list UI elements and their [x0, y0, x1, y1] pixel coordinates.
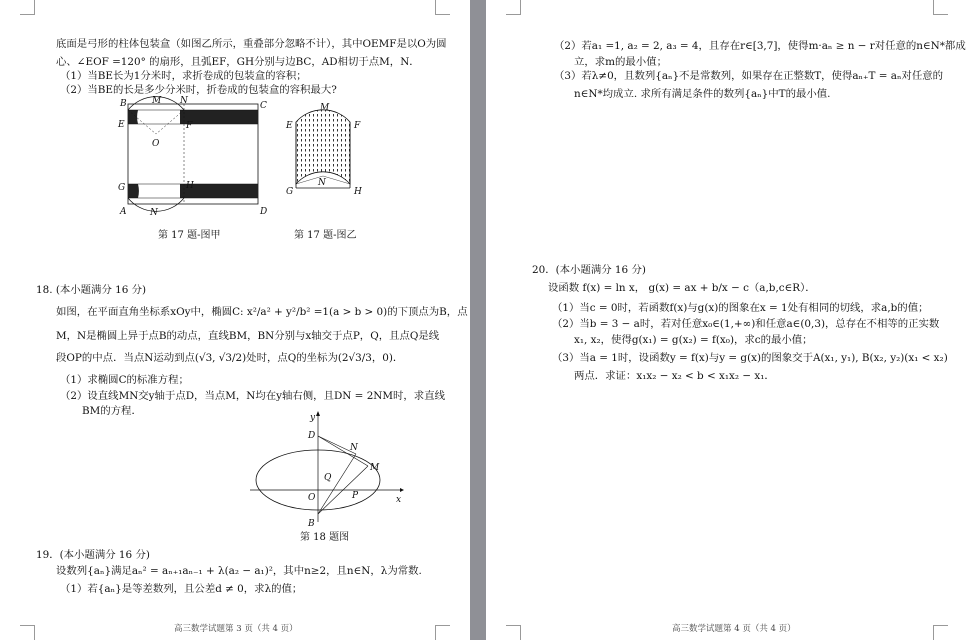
problem18-text-line2: M，N是椭圆上异于点B的动点，直线BM，BN分别与x轴交于点P，Q，且点Q是线 — [56, 330, 440, 342]
figure18-caption: 第 18 题图 — [300, 532, 350, 543]
label-F: F — [186, 121, 193, 131]
problem18-text-line3: 段OP的中点．当点N运动到点(√3, √3/2)处时，点Q的坐标为(2√3/3，0)． — [56, 352, 404, 364]
problem20-question3: （3）当a = 1时，设函数y = f(x)与y = g(x)的图象交于A(x₁, y₁), B(x₂, y₂)(x₁ < x₂) — [552, 352, 948, 364]
exam-page-3 — [0, 0, 470, 640]
axis-label-x: x — [396, 495, 402, 505]
label-N: N — [318, 178, 326, 188]
label-M: M — [320, 103, 330, 113]
problem20-heading: 20．(本小题满分 16 分) — [532, 264, 646, 276]
problem19-heading: 19．(本小题满分 16 分) — [36, 549, 150, 561]
problem20-question2-cont: x₁, x₂，使得g(x₁) = g(x₂) = f(x₀)，求c的最小值； — [574, 334, 813, 346]
crop-mark — [435, 0, 450, 15]
figure17-jia — [112, 94, 272, 218]
label-E: E — [286, 121, 293, 131]
problem19-question3: （3）若λ≠0，且数列{aₙ}不是常数列，如果存在正整数T，使得aₙ₊T = aₙ对任意的 — [554, 70, 944, 82]
problem19-text-line1: 设数列{aₙ}满足aₙ² = aₙ₊₁aₙ₋₁ + λ(a₂ − a₁)²，其中n≥2，且n∈N，λ为常数. — [56, 565, 422, 577]
problem18-question1: （1）求椭圆C的标准方程； — [60, 374, 189, 386]
label-F: F — [354, 121, 361, 131]
problem18-question2-cont: BM的方程． — [82, 405, 142, 417]
label-N: N — [350, 443, 358, 453]
crop-mark — [506, 0, 521, 15]
label-C: C — [260, 101, 267, 111]
figure17-yi-caption: 第 17 题-图乙 — [294, 230, 357, 241]
crop-mark — [933, 625, 948, 640]
figure17-jia-caption: 第 17 题-图甲 — [158, 230, 221, 241]
label-N-top: N — [180, 96, 188, 106]
crop-mark — [435, 625, 450, 640]
label-A: A — [120, 207, 127, 217]
crop-mark — [20, 0, 35, 15]
crop-mark — [933, 0, 948, 15]
page3-footer: 高三数学试题第 3 页（共 4 页） — [174, 624, 298, 634]
label-M: M — [370, 463, 380, 473]
label-G: G — [286, 187, 294, 197]
label-B: B — [120, 99, 127, 109]
problem19-question2: （2）若a₁ =1, a₂ = 2, a₃ = 4，且存在r∈[3,7]，使得m·aₙ ≥ n − r对任意的n∈N*都成 — [554, 40, 966, 52]
exam-page-4 — [486, 0, 968, 640]
problem17-question1: （1）当BE长为1分米时，求折卷成的包装盒的容积； — [60, 70, 307, 82]
label-B: B — [308, 519, 315, 529]
label-M: M — [152, 96, 162, 106]
crop-mark — [506, 625, 521, 640]
problem19-question3-cont: n∈N*均成立. 求所有满足条件的数列{aₙ}中T的最小值. — [574, 88, 831, 100]
label-H: H — [354, 187, 362, 197]
problem18-text-line1: 如图，在平面直角坐标系xOy中，椭圆C: x²/a² + y²/b² =1(a > b > 0)的下顶点为B，点 — [56, 306, 468, 318]
label-D: D — [308, 431, 316, 441]
problem17-text-line2: 心、∠EOF =120° 的扇形，且弧EF，GH分别与边BC，AD相切于点M，N． — [56, 56, 420, 68]
problem20-text-line1: 设函数 f(x) = ln x， g(x) = ax + b/x − c（a,b,c∈R）． — [548, 282, 816, 294]
problem20-question3-cont: 两点．求证：x₁x₂ − x₂ < b < x₁x₂ − x₁． — [574, 370, 775, 382]
figure17-yi — [284, 98, 374, 198]
label-H: H — [186, 181, 194, 191]
label-E: E — [118, 120, 125, 130]
problem18-heading: 18. (本小题满分 16 分) — [36, 284, 147, 296]
label-N: N — [150, 208, 158, 218]
problem19-question2-cont: 立，求m的最小值； — [574, 56, 667, 68]
label-D: D — [260, 207, 268, 217]
crop-mark — [20, 625, 35, 640]
problem18-question2: （2）设直线MN交y轴于点D，当点M，N均在y轴右侧，且DN = 2NM时，求直线 — [60, 390, 445, 402]
figure18-ellipse — [250, 410, 410, 530]
problem20-question2: （2）当b = 3 − a时，若对任意x₀∈(1,+∞)和任意a∈(0,3)，总存在不相等的正实数 — [552, 318, 940, 330]
problem19-question1: （1）若{aₙ}是等差数列，且公差d ≠ 0，求λ的值； — [60, 583, 303, 595]
problem20-question1: （1）当c = 0时，若函数f(x)与g(x)的图象在x = 1处有相同的切线，求a,b的值； — [552, 302, 929, 314]
label-G: G — [118, 183, 126, 193]
label-O: O — [152, 139, 160, 149]
axis-label-y: y — [310, 413, 316, 423]
problem17-question2: （2）当BE的长是多少分米时，折卷成的包装盒的容积最大? — [60, 84, 337, 96]
label-P: P — [352, 491, 359, 501]
label-Q: Q — [324, 473, 332, 483]
page4-footer: 高三数学试题第 4 页（共 4 页） — [672, 624, 796, 634]
problem17-text-line1: 底面是弓形的柱体包装盒（如图乙所示，重叠部分忽略不计），其中OEMF是以O为圆 — [56, 38, 447, 50]
label-O: O — [308, 493, 316, 503]
